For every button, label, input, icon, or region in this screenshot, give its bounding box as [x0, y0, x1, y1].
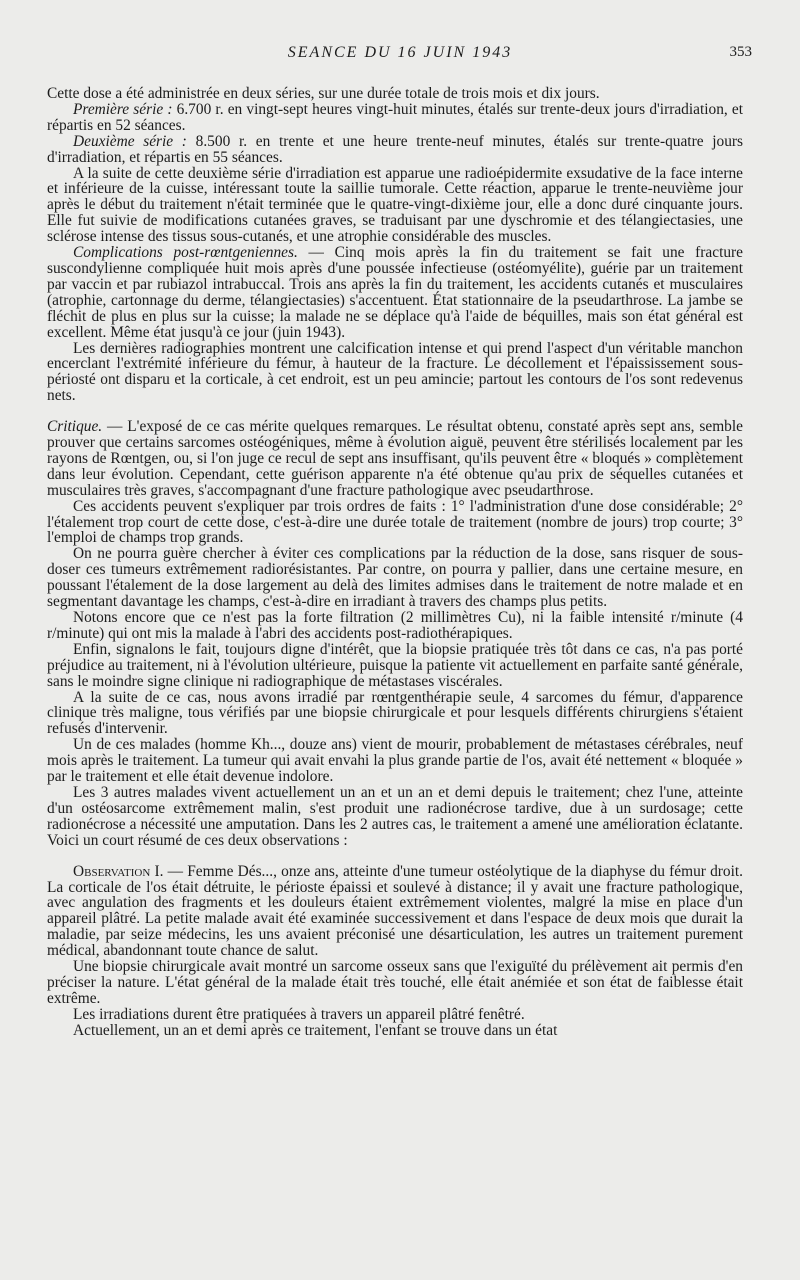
paragraph: Première série : 6.700 r. en vingt-sept heures vingt-huit minutes, étalés sur trente-deux jours d'irradiation, et répartis en 52 séances. — [47, 100, 744, 134]
paragraph: Deuxième série : 8.500 r. en trente et une heure trente-neuf minutes, étalés sur trente-quatre jours d'irradiation, et répartis en 55 séances. — [47, 132, 744, 166]
paragraph: Critique. — L'exposé de ce cas mérite quelques remarques. Le résultat obtenu, constaté après sept ans, semble prouver que certains sarcomes ostéogéniques, même à évolution aiguë, peuvent être stérilisés localement par les rayons de Rœntgen, ou, si l'on juge ce recul de sept ans insuffisant, qu'ils peuvent être « bloqués » complètement dans leur évolution. Cependant, cette guérison apparente n'a été obtenue qu'au prix de séquelles cutanées et musculaires très graves, s'accompagnant d'une fracture pathologique avec pseudarthrose. — [47, 418, 743, 499]
paragraph: Un de ces malades (homme Kh..., douze ans) vient de mourir, probablement de métastases cérébrales, neuf mois après le traitement. La tumeur qui avait envahi la plus grande partie de l'os, avait été nettement « bloquée » par le traitement et elle était devenue indolore. — [47, 736, 743, 786]
paragraph: Les irradiations durent être pratiquées à travers un appareil plâtré fenêtré. — [73, 1005, 525, 1023]
paragraph-lead: Deuxième série : — [73, 132, 187, 150]
page-header — [48, 44, 752, 68]
paragraph: Cette dose a été administrée en deux séries, sur une durée totale de trois mois et dix jours. — [47, 85, 600, 102]
paragraph: A la suite de cette deuxième série d'irradiation est apparue une radioépidermite exsudative de la face interne et inférieure de la cuisse, intéressant toute la saillie tumorale. Cette réaction, apparue le trente-neuvième jour après le début du traitement n'était terminée que le quatre-vingt-dixième jour, elle a donc duré cinquante jours. Elle fut suivie de modifications cutanées graves, se traduisant par une dyschromie et des télangiectasies, une sclérose intense des tissus sous-cutanés, et une atrophie considérable des muscles. — [47, 164, 743, 246]
article-body — [47, 86, 743, 1039]
paragraph: Une biopsie chirurgicale avait montré un sarcome osseux sans que l'exiguïté du prélèvement ait permis d'en préciser la nature. L'état général de la malade était très touché, elle était anémiée et son état de faiblesse était extrême. — [47, 958, 743, 1007]
page-number: 353 — [729, 44, 752, 60]
paragraph-lead: Critique. — [47, 418, 103, 436]
paragraph: Les dernières radiographies montrent une calcification intense et qui prend l'aspect d'un véritable manchon encerclant l'extrémité inférieure du fémur, à hauteur de la fracture. Le décollement et l'épaississement sous-périosté ont disparu et la corticale, à cet endroit, est un peu amincie; partout les contours de l'os sont redevenus nets. — [47, 339, 743, 405]
paragraph: Observation I. — Femme Dés..., onze ans, atteinte d'une tumeur ostéolytique de la diaphyse du fémur droit. La corticale de l'os était détruite, le périoste épaissi et soulevé à distance; il y avait une fracture pathologique, avec angulation des fragments et les douleurs étaient extrêmement violentes, malgré la mise en place d'un appareil plâtré. La petite malade avait été examinée successivement et dans l'espace de deux mois que durait la maladie, par seize médecins, les uns avaient préconisé une désarticulation, les autres un traitement purement médical, abandonnant toute chance de salut. — [47, 862, 744, 960]
paragraph-lead: Première série : — [73, 100, 173, 118]
observation-heading: Observation I. — [73, 862, 164, 880]
paragraph: Les 3 autres malades vivent actuellement un an et un an et demi depuis le traitement; chez l'une, atteinte d'un ostéosarcome extrêmement malin, s'est produit une radionécrose tardive, due à un surdosage; cette radionécrose a nécessité une amputation. Dans les 2 autres cas, le traitement a amené une amélioration éclatante. Voici un court résumé de ces deux observations : — [47, 783, 743, 849]
paragraph: Enfin, signalons le fait, toujours digne d'intérêt, que la biopsie pratiquée très tôt dans ce cas, n'a pas porté préjudice au traitement, ni à l'évolution ultérieure, puisque la patiente vit actuellement en parfaite santé générale, sans le moindre signe clinique ni radiographique de métastases viscérales. — [47, 640, 743, 690]
paragraph: A la suite de ce cas, nous avons irradié par rœntgenthérapie seule, 4 sarcomes du fémur, d'apparence clinique très maligne, tous vérifiés par une biopsie chirurgicale et pour lesquels différents chirurgiens s'étaient refusés d'intervenir. — [47, 688, 743, 738]
paragraph: On ne pourra guère chercher à éviter ces complications par la réduction de la dose, sans risquer de sous-doser ces tumeurs extrêmement radiorésistantes. Par contre, on pourra y pallier, dans une certaine mesure, en poussant l'étalement de la dose largement au delà des limites admises dans le traitement de notre malade et en segmentant davantage les champs, c'est-à-dire en irradiant à travers des champs plus petits. — [47, 545, 743, 611]
paragraph: Ces accidents peuvent s'expliquer par trois ordres de faits : 1° l'administration d'une dose considérable; 2° l'étalement trop court de cette dose, c'est-à-dire une durée totale de traitement (nombre de jours) trop courte; 3° l'emploi de champs trop grands. — [47, 497, 743, 547]
paragraph-lead: Complications post-rœntgeniennes. — [73, 244, 298, 262]
paragraph: Notons encore que ce n'est pas la forte filtration (2 millimètres Cu), ni la faible intensité r/minute (4 r/minute) qui ont mis la malade à l'abri des accidents post-radiothérapiques. — [47, 609, 743, 642]
paragraph: Complications post-rœntgeniennes. — Cinq mois après la fin du traitement se fait une fracture suscondylienne compliquée huit mois après d'une poussée infectieuse (ostéomyélite), guérie par un traitement par vaccin et par rubiazol intrabuccal. Trois ans après la fin du traitement, les accidents cutanés et musculaires (atrophie, cartonnage du derme, télangiectasies) s'accentuent. État stationnaire de la pseudarthrose. La jambe se fléchit de plus en plus sur la cuisse; la malade ne se déplace qu'à l'aide de béquilles, mais son état général est excellent. Même état jusqu'à ce jour (juin 1943). — [47, 244, 743, 341]
running-title: SEANCE DU 16 JUIN 1943 — [287, 44, 513, 61]
paragraph: Actuellement, un an et demi après ce traitement, l'enfant se trouve dans un état — [73, 1021, 558, 1039]
